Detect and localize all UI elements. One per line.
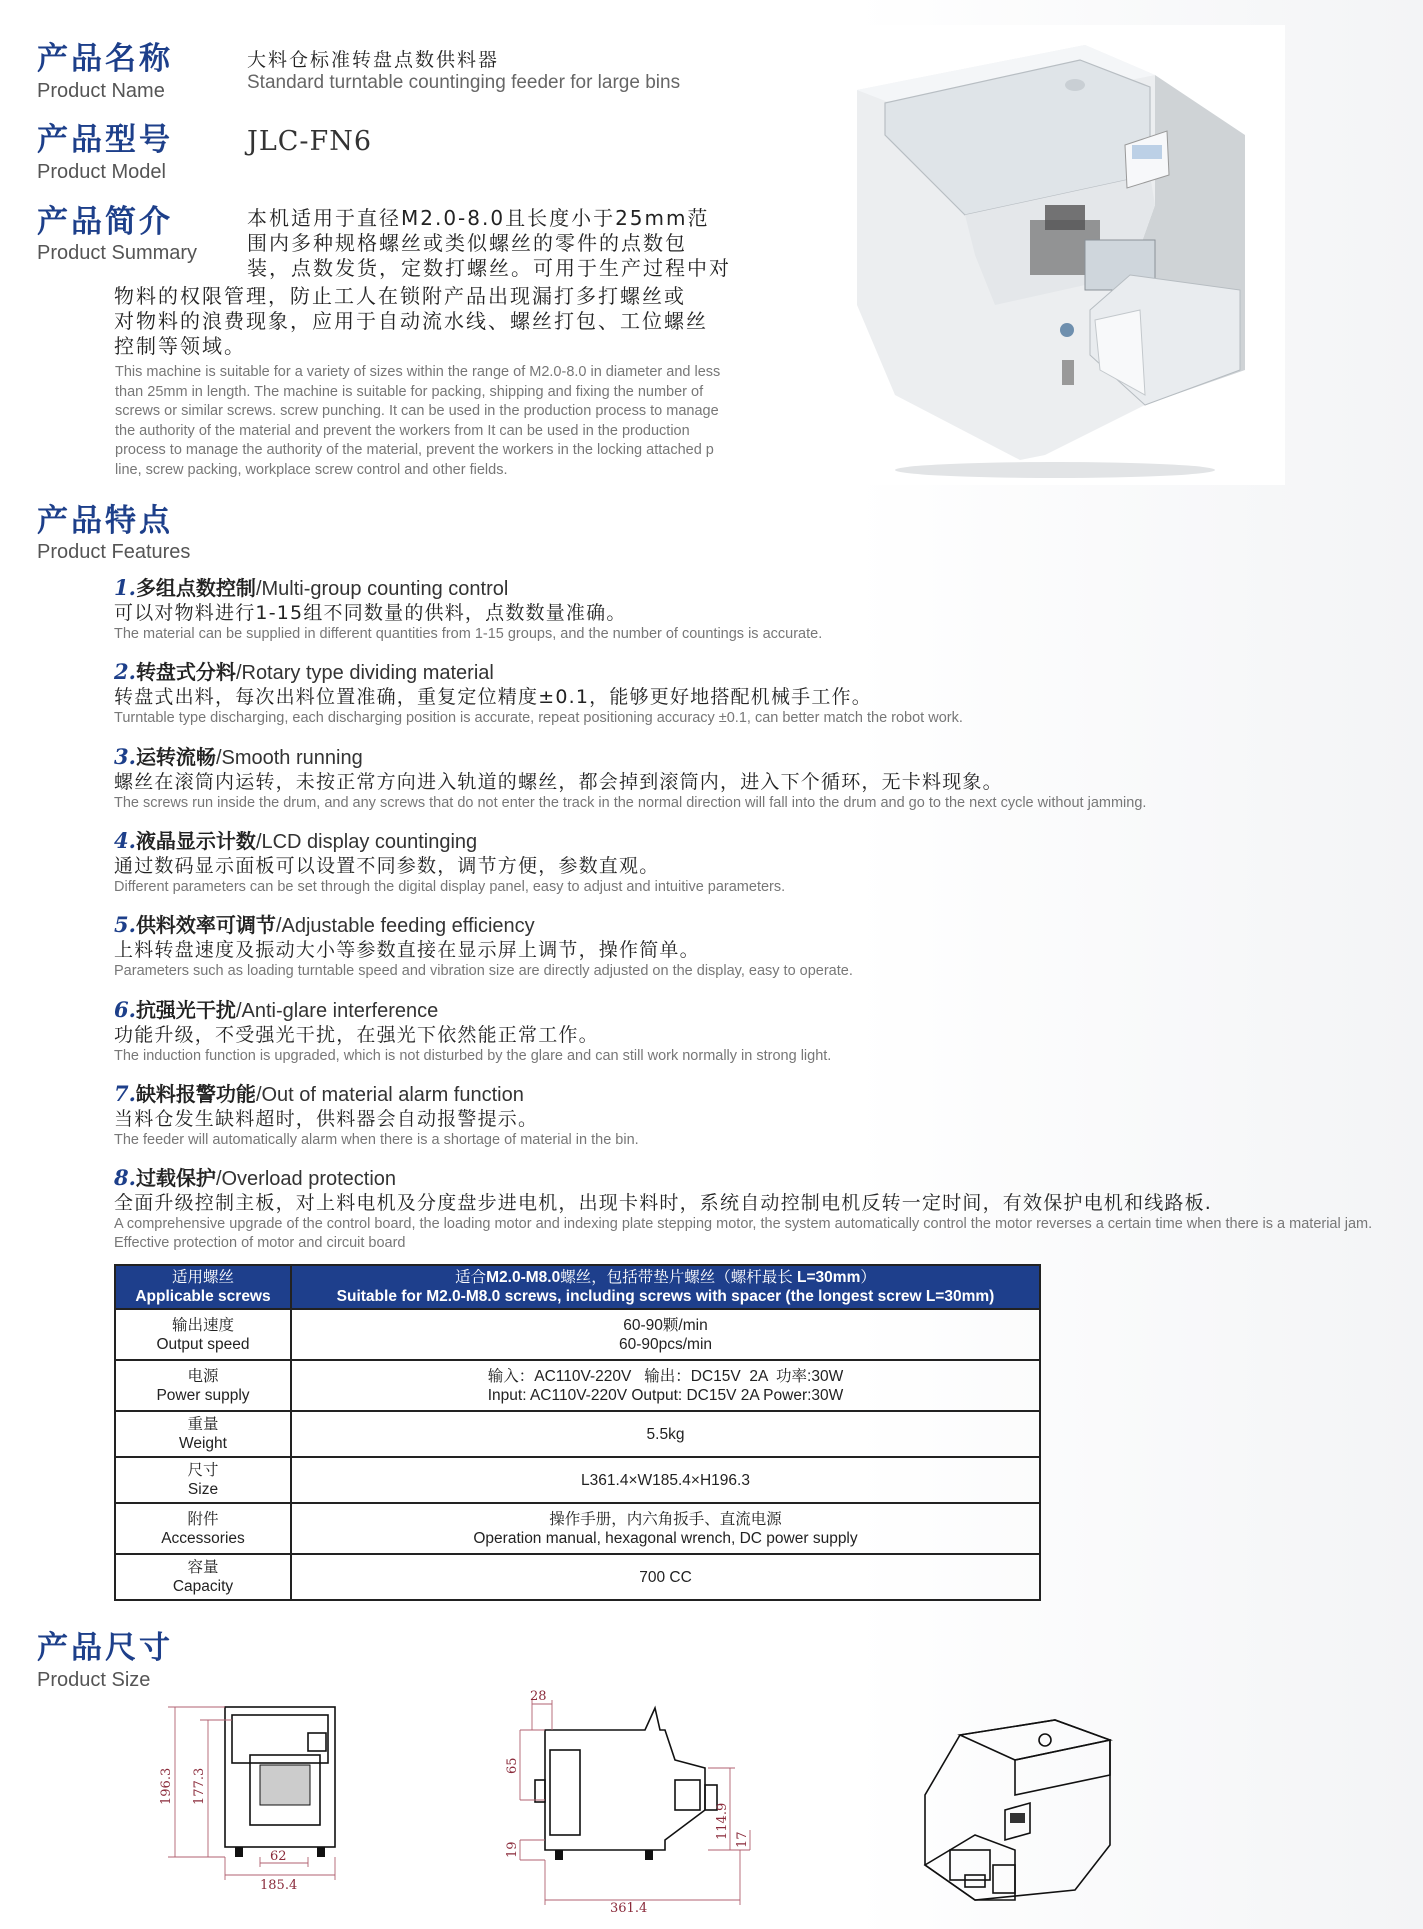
spec-key-en: Power supply: [156, 1386, 250, 1404]
spec-row: [115, 1411, 1040, 1457]
summary-zh-line: 物料的权限管理，防止工人在锁附产品出现漏打多打螺丝或: [114, 284, 686, 308]
feature-title-zh: 供料效率可调节: [135, 913, 276, 937]
feature-title-en: /Overload protection: [215, 1168, 397, 1190]
feature-number: 7.: [114, 1081, 136, 1106]
feature-item: [114, 998, 1404, 1066]
spec-key-en: Accessories: [161, 1529, 245, 1547]
dim-width-inner: 62: [270, 1849, 287, 1864]
spec-value-cell: [291, 1411, 1040, 1457]
feature-desc-en: The induction function is upgraded, which is not disturbed by the glare and can still work normally in strong light.: [114, 1048, 832, 1064]
feature-item: [114, 829, 1404, 897]
feature-desc-zh: 螺丝在滚筒内运转，未按正常方向进入轨道的螺丝，都会掉到滚筒内，进入下个循环，无卡料现象。: [114, 771, 1003, 793]
feature-item: [114, 745, 1404, 813]
feature-desc-en: Different parameters can be set through the digital display panel, easy to adjust and intuitive parameters.: [114, 879, 786, 895]
feature-title-en: /Rotary type dividing material: [235, 662, 494, 684]
spec-key-en: Weight: [179, 1435, 227, 1452]
spec-value-cell: [291, 1503, 1040, 1554]
feature-item: [114, 913, 1404, 981]
feature-title-en: /Multi-group counting control: [255, 578, 509, 600]
product-features-label-en: Product Features: [37, 541, 191, 563]
feature-item: [114, 1082, 1404, 1150]
spec-value-line: L361.4×W185.4×H196.3: [581, 1471, 750, 1489]
feature-number: 5.: [114, 912, 136, 937]
spec-value-line: Input: AC110V-220V Output: DC15V 2A Power:30W: [487, 1386, 844, 1404]
feature-title-zh: 转盘式分料: [135, 660, 236, 684]
dim-height-1149: 114.9: [715, 1802, 730, 1840]
feature-desc-zh: 当料仓发生缺料超时，供料器会自动报警提示。: [114, 1108, 539, 1130]
feature-desc-en: The screws run inside the drum, and any screws that do not enter the track in the normal direction will fall into the drum and go to the next cycle without jamming.: [114, 795, 1147, 811]
product-model-value: JLC-FN6: [247, 126, 373, 157]
spec-key-cell: [115, 1360, 291, 1411]
feature-desc-en: A comprehensive upgrade of the control board, the loading motor and indexing plate stepping motor, the system automatically control the motor reverses a certain time when there is a material jam. Effective protection of motor and circuit board: [114, 1216, 1373, 1251]
spec-key-cell: [115, 1554, 291, 1600]
spec-key-en: Capacity: [172, 1578, 234, 1595]
spec-row: [115, 1309, 1040, 1360]
dim-foot: 19: [505, 1841, 520, 1858]
feature-desc-zh: 转盘式出料，每次出料位置准确，重复定位精度±0.1，能够更好地搭配机械手工作。: [114, 686, 872, 708]
product-features-label-zh: 产品特点: [37, 503, 173, 539]
feature-title-zh: 缺料报警功能: [135, 1082, 256, 1106]
spec-key-zh: 附件: [187, 1510, 219, 1528]
dim-height-total: 196.3: [159, 1767, 174, 1805]
spec-header-row: [115, 1265, 1040, 1309]
feature-desc-zh: 功能升级，不受强光干扰，在强光下依然能正常工作。: [114, 1024, 599, 1046]
feature-title-zh: 抗强光干扰: [135, 998, 236, 1022]
spec-key-zh: 容量: [187, 1559, 219, 1576]
spec-key-zh: 适用螺丝: [171, 1269, 234, 1286]
feature-number: 1.: [114, 575, 136, 600]
spec-value-line: 操作手册，内六角扳手、直流电源: [549, 1510, 782, 1528]
feature-number: 3.: [114, 744, 136, 769]
spec-key-cell: [115, 1411, 291, 1457]
dim-top-offset: 28: [530, 1690, 547, 1704]
spec-key-cell: [115, 1457, 291, 1503]
spec-key-cell: [115, 1503, 291, 1554]
summary-en-line: line, screw packing, workplace screw control and other fields.: [115, 462, 508, 478]
isometric-drawing: [905, 1715, 1120, 1920]
feature-title-zh: 运转流畅: [135, 745, 216, 769]
product-photo: [845, 25, 1285, 485]
feature-item: [114, 576, 1404, 644]
summary-zh-line: 对物料的浪费现象，应用于自动流水线、螺丝打包、工位螺丝: [114, 309, 708, 333]
feature-item: [114, 660, 1404, 728]
feature-desc-en: The feeder will automatically alarm when there is a shortage of material in the bin.: [114, 1132, 639, 1148]
feature-number: 4.: [114, 828, 136, 853]
feature-title-en: /Anti-glare interference: [235, 1000, 439, 1022]
spec-key-zh: 尺寸: [187, 1462, 219, 1479]
spec-value-cell: [291, 1360, 1040, 1411]
dim-depth-17: 17: [735, 1831, 750, 1848]
feature-desc-zh: 上料转盘速度及振动大小等参数直接在显示屏上调节，操作简单。: [114, 939, 700, 961]
product-name-value-zh: 大料仓标准转盘点数供料器: [247, 49, 500, 71]
feature-number: 8.: [114, 1165, 136, 1190]
dim-length: 361.4: [610, 1901, 648, 1915]
feature-desc-zh: 可以对物料进行1-15组不同数量的供料，点数数量准确。: [114, 602, 627, 624]
side-view-drawing: [460, 1690, 780, 1915]
summary-en-line: process to manage the authority of the material, prevent the workers in the locking attached p: [115, 442, 714, 458]
product-summary-label-zh: 产品简介: [37, 204, 173, 240]
spec-table: [114, 1264, 1041, 1601]
feature-title-en: /Smooth running: [215, 747, 363, 769]
summary-zh-line: 围内多种规格螺丝或类似螺丝的零件的点数包: [247, 231, 687, 255]
spec-key-en: Output speed: [156, 1335, 250, 1353]
spec-value-cell: [291, 1457, 1040, 1503]
spec-value-cell: [291, 1265, 1040, 1309]
spec-row: [115, 1360, 1040, 1411]
spec-value-cell: [291, 1554, 1040, 1600]
spec-value-line: Operation manual, hexagonal wrench, DC power supply: [473, 1529, 858, 1547]
feature-desc-en: Turntable type discharging, each discharging position is accurate, repeat positioning accuracy ±0.1, can better match the robot work.: [114, 710, 963, 726]
feature-desc-en: Parameters such as loading turntable speed and vibration size are directly adjusted on the display, easy to operate.: [114, 963, 853, 979]
feature-desc-zh: 全面升级控制主板，对上料电机及分度盘步进电机，出现卡料时，系统自动控制电机反转一定时间，有效保护电机和线路板.: [114, 1192, 1213, 1214]
product-model-label-en: Product Model: [37, 161, 166, 183]
front-view-drawing: [60, 1695, 360, 1895]
feature-desc-en: The material can be supplied in different quantities from 1-15 groups, and the number of countings is accurate.: [114, 626, 823, 642]
dim-height-65: 65: [505, 1757, 520, 1774]
feature-title-zh: 液晶显示计数: [135, 829, 256, 853]
summary-zh-line: 装，点数发货，定数打螺丝。可用于生产过程中对: [247, 256, 731, 280]
feature-item: [114, 1166, 1404, 1253]
product-model-label-zh: 产品型号: [37, 122, 173, 158]
spec-value-line: 700 CC: [639, 1568, 692, 1586]
summary-zh-line: 本机适用于直径M2.0-8.0且长度小于25mm范: [247, 206, 710, 230]
spec-key-cell: [115, 1265, 291, 1309]
summary-en-line: than 25mm in length. The machine is suitable for packing, shipping and fixing the number of: [115, 384, 704, 400]
spec-value-line: 60-90颗/min: [623, 1316, 708, 1334]
summary-en-line: the authority of the material and prevent the workers from It can be used in the production: [115, 423, 690, 439]
spec-key-en: Applicable screws: [135, 1288, 271, 1305]
spec-key-zh: 输出速度: [171, 1316, 234, 1334]
dim-width-total: 185.4: [260, 1878, 298, 1893]
spec-row: [115, 1554, 1040, 1600]
spec-key-zh: 电源: [187, 1367, 219, 1385]
dim-height-inner: 177.3: [192, 1767, 207, 1805]
feature-number: 2.: [114, 659, 136, 684]
spec-value-line: 输入：AC110V-220V 输出：DC15V 2A 功率:30W: [487, 1367, 844, 1385]
spec-key-en: Size: [187, 1481, 219, 1498]
summary-en-line: screws or similar screws. screw punching. It can be used in the production process to manage: [115, 403, 719, 419]
feature-desc-zh: 通过数码显示面板可以设置不同参数，调节方便，参数直观。: [114, 855, 660, 877]
spec-value-cell: [291, 1309, 1040, 1360]
feature-title-en: /Out of material alarm function: [255, 1084, 524, 1106]
spec-row: [115, 1503, 1040, 1554]
spec-key-cell: [115, 1309, 291, 1360]
summary-en-line: This machine is suitable for a variety of sizes within the range of M2.0-8.0 in diameter and less: [115, 364, 721, 380]
product-size-label-en: Product Size: [37, 1669, 151, 1691]
spec-value-line: 60-90pcs/min: [618, 1335, 713, 1353]
product-summary-label-en: Product Summary: [37, 242, 198, 264]
spec-row: [115, 1457, 1040, 1503]
product-name-value-en: Standard turntable countinging feeder for large bins: [247, 72, 681, 93]
spec-value-line: 5.5kg: [646, 1425, 685, 1443]
feature-number: 6.: [114, 997, 136, 1022]
feature-title-en: /Adjustable feeding efficiency: [275, 915, 535, 937]
feature-title-en: /LCD display countinging: [255, 831, 478, 853]
product-name-label-en: Product Name: [37, 80, 165, 102]
spec-value-en: Suitable for M2.0-M8.0 screws, including screws with spacer (the longest screw L=30mm): [336, 1288, 995, 1305]
feature-title-zh: 多组点数控制: [135, 576, 256, 600]
product-size-label-zh: 产品尺寸: [37, 1630, 173, 1666]
summary-zh-line: 控制等领域。: [114, 334, 246, 358]
product-name-label-zh: 产品名称: [37, 41, 173, 77]
feature-title-zh: 过载保护: [135, 1166, 216, 1190]
spec-key-zh: 重量: [187, 1416, 219, 1433]
spec-value-zh: 适合M2.0-M8.0螺丝，包括带垫片螺丝（螺杆最长 L=30mm）: [455, 1269, 876, 1286]
